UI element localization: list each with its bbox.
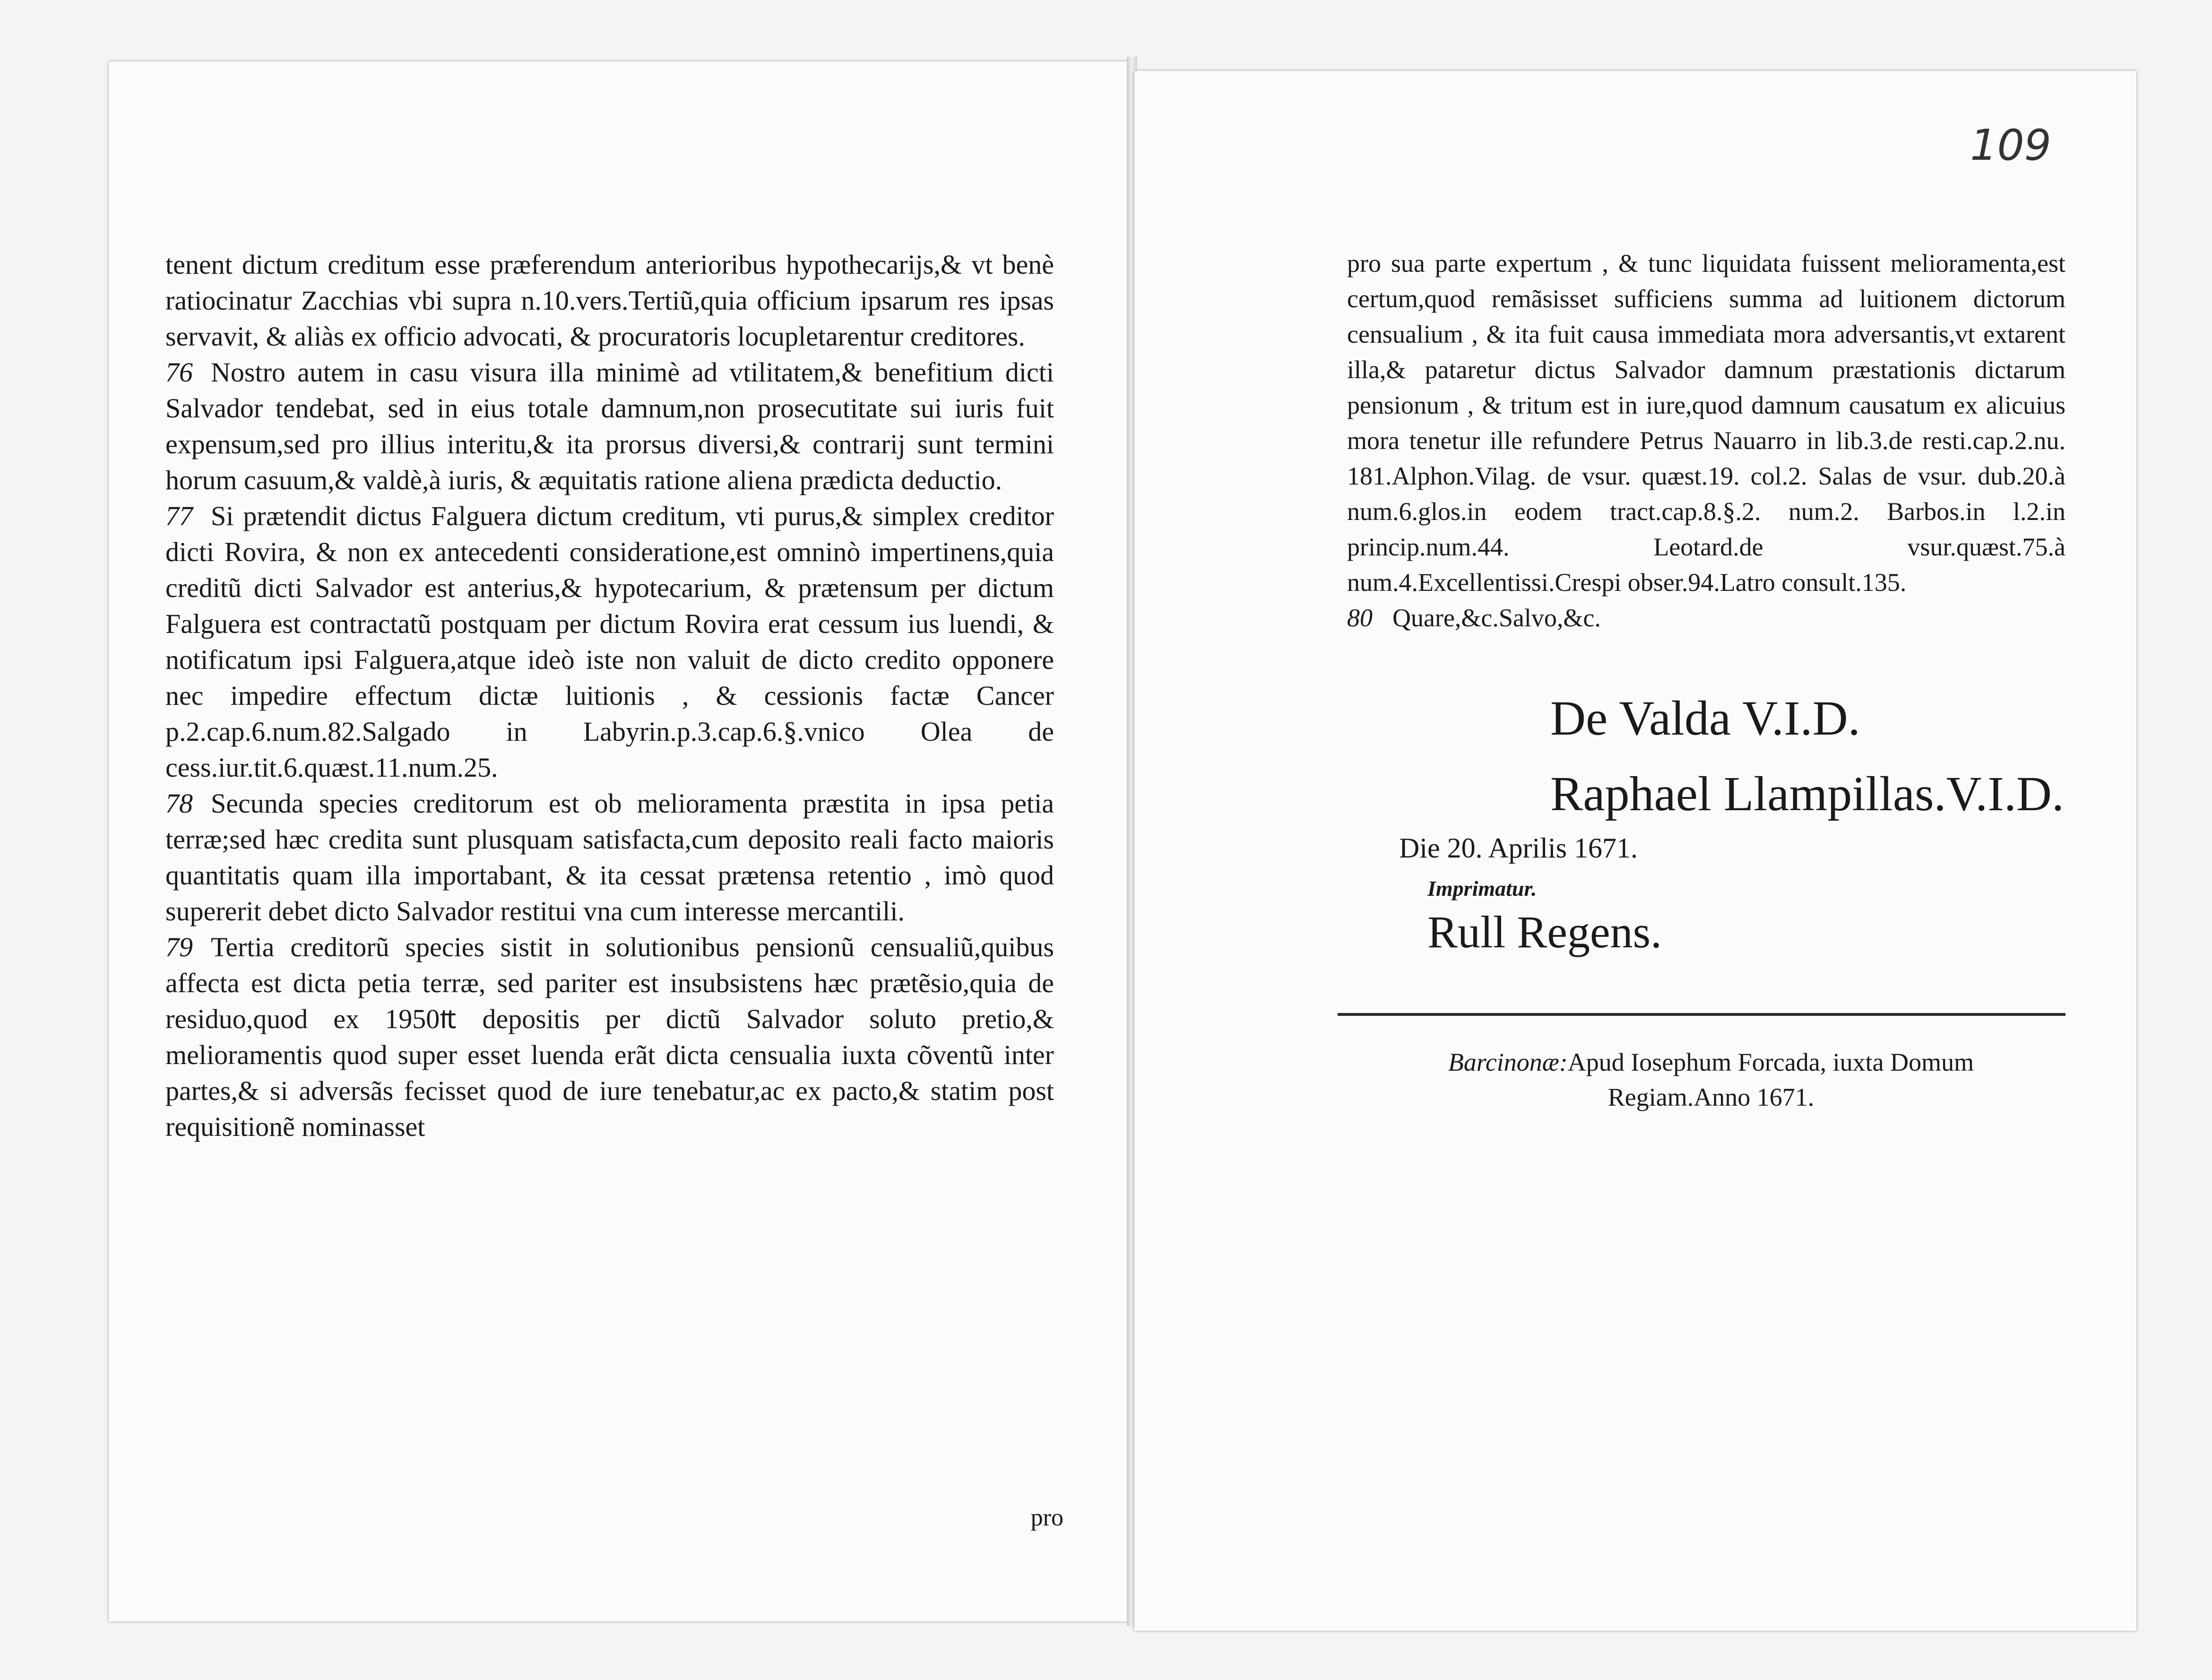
right-page	[1134, 71, 2136, 1631]
paragraph	[165, 786, 1054, 929]
colophon-line: Regiam.Anno 1671.	[1607, 1083, 1815, 1111]
colophon-place: Barcinonæ:	[1448, 1048, 1568, 1076]
right-text-column	[1347, 246, 2065, 636]
paragraph-number: 77	[165, 501, 193, 531]
paragraph-text: Nostro autem in casu visura illa minimè ad vtilitatem,& benefitium dicti Salvador tendebat, sed in eius totale damnum,non prosecutitate sui iuris fuit expensum,sed pro illius interitu,& ita prorsus diversi,& contrarij sunt termini horum casuum,& valdè,à iuris, & æquitatis ratione aliena prædicta deductio.	[165, 357, 1054, 495]
signature-line: Raphael Llampillas.V.I.D.	[1550, 767, 2064, 821]
imprimatur-name: Rull Regens.	[1427, 907, 1662, 957]
paragraph-number: 80	[1347, 604, 1373, 632]
paragraph	[165, 247, 1054, 355]
paragraph	[165, 355, 1054, 498]
paragraph	[1347, 600, 2065, 636]
paragraph-text: Si prætendit dictus Falguera dictum creditum, vti purus,& simplex creditor dicti Rovira, & non ex antecedenti consideratione,est omninò impertinens,quia creditũ dicti Salvador est anterius,& hypotecarium, & prætensum per dictum Falguera est contractatũ postquam per dictum Rovira erat cessum ius luendi, & notificatum ipsi Falguera,atque ideò iste non valuit de dicto credito opponere nec impedire effectum dictæ luitionis , & cessionis factæ Cancer p.2.cap.6.num.82.Salgado in Labyrin.p.3.cap.6.§.vnico Olea de cess.iur.tit.6.quæst.11.num.25.	[165, 501, 1054, 783]
paragraph-text: Quare,&c.Salvo,&c.	[1392, 604, 1601, 632]
colophon-printer: Apud Iosephum Forcada, iuxta Domum	[1567, 1048, 1974, 1076]
paragraph-number: 76	[165, 357, 193, 388]
imprimatur-date: Die 20. Aprilis 1671.	[1399, 832, 1638, 864]
paragraph-number: 79	[165, 932, 193, 962]
colophon	[1361, 1045, 2061, 1115]
paragraph-text: tenent dictum creditum esse præferendum anterioribus hypothecarijs,& vt benè ratiocinatur Zacchias vbi supra n.10.vers.Tertiũ,quia officium ipsarum res ipsas servavit, & aliàs ex officio advocati, & procuratoris locupletarentur creditores.	[165, 249, 1054, 352]
catchword: pro	[1030, 1504, 1063, 1531]
paragraph-text: pro sua parte expertum , & tunc liquidata fuissent melioramenta,est certum,quod remãsisset sufficiens summa ad luitionem dictorum censualium , & ita fuit causa immediata mora adversantis,vt extarent illa,& pataretur dictus Salvador damnum præstationis dictarum pensionum , & tritum est in iure,quod damnum causatum ex alicuius mora tenetur ille refundere Petrus Nauarro in lib.3.de resti.cap.2.nu. 181.Alphon.Vilag. de vsur. quæst.19. col.2. Salas de vsur. dub.20.à num.6.glos.in eodem tract.cap.8.§.2. num.2. Barbos.in l.2.in princip.num.44. Leotard.de vsur.quæst.75.à num.4.Excellentissi.Crespi obser.94.Latro consult.135.	[1347, 249, 2065, 597]
left-page	[109, 61, 1130, 1621]
paragraph	[165, 498, 1054, 786]
colophon-line	[1361, 1045, 2061, 1080]
paragraph-number: 78	[165, 788, 193, 819]
paragraph	[1347, 246, 2065, 600]
imprimatur-block	[1399, 832, 1662, 958]
horizontal-rule	[1338, 1013, 2065, 1016]
folio-number: 109	[1970, 121, 2051, 170]
paragraph	[165, 929, 1054, 1145]
paragraph-text: Secunda species creditorum est ob melioramenta præstita in ipsa petia terræ;sed hæc credita sunt plusquam satisfacta,cum deposito reali facto maioris quantitatis quam illa importabant, & ita cessat prætensa retentio , imò quod supererit debet dicto Salvador restitui vna cum interesse mercantili.	[165, 788, 1054, 927]
left-text-column	[165, 247, 1054, 1145]
signature-block	[1550, 681, 2064, 832]
signature-line: De Valda V.I.D.	[1550, 691, 1860, 745]
imprimatur-label: Imprimatur.	[1427, 876, 1537, 901]
paragraph-text: Tertia creditorũ species sistit in solutionibus pensionũ censualiũ,quibus affecta est dicta petia terræ, sed pariter est insubsistens hæc prætẽsio,quia de residuo,quod ex 1950₶ depositis per dictũ Salvador soluto pretio,& melioramentis quod super esset luenda erãt dicta censualia iuxta cõventũ inter partes,& si adversãs fecisset quod de iure tenebatur,ac ex pacto,& statim post requisitionẽ nominasset	[165, 932, 1054, 1142]
